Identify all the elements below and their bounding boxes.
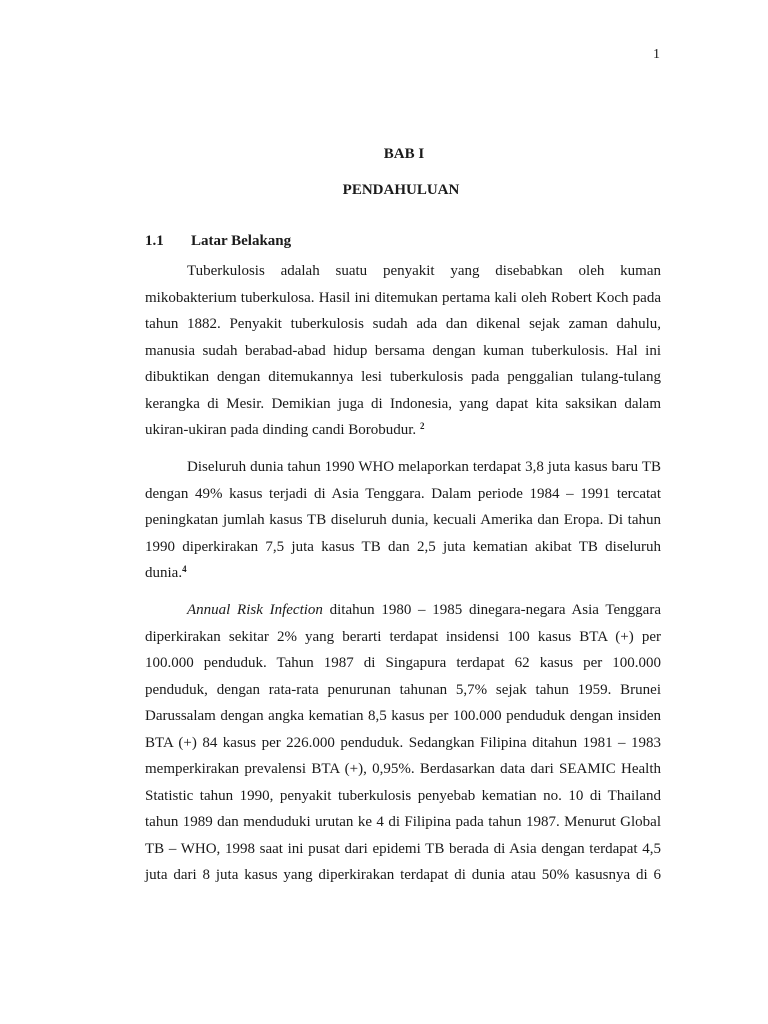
paragraph (145, 454, 661, 587)
body-text (145, 258, 661, 899)
section-title: Latar Belakang (191, 233, 292, 249)
paragraph (145, 258, 661, 444)
footnote-ref: 2 (419, 421, 425, 431)
paragraph (145, 597, 661, 889)
chapter-subtitle: PENDAHULUAN (342, 182, 460, 198)
page-number: 1 (653, 47, 660, 62)
italic-term: Annual Risk Infection (187, 602, 323, 618)
chapter-title: BAB I (383, 146, 425, 162)
paragraph-text: Diseluruh dunia tahun 1990 WHO melaporkan terdapat 3,8 juta kasus baru TB dengan 49% kasus terjadi di Asia Tenggara. Dalam periode 1984 – 1991 tercatat peningkatan jumlah kasus TB diseluruh dunia, kecuali Amerika dan Eropa. Di tahun 1990 diperkirakan 7,5 juta kasus TB dan 2,5 juta kematian akibat TB diseluruh dunia. (145, 459, 661, 581)
paragraph-text: ditahun 1980 – 1985 dinegara-negara Asia Tenggara diperkirakan sekitar 2% yang berarti terdapat insidensi 100 kasus BTA (+) per 100.000 penduduk. Tahun 1987 di Singapura terdapat 62 kasus per 100.000 penduduk, dengan rata-rata penurunan tahunan 5,7% sejak tahun 1959. Brunei Darussalam dengan angka kematian 8,5 kasus per 100.000 penduduk dengan insiden BTA (+) 84 kasus per 226.000 penduduk. Sedangkan Filipina ditahun 1981 – 1983 memperkirakan prevalensi BTA (+), 0,95%. Berdasarkan data dari SEAMIC Health Statistic tahun 1990, penyakit tuberkulosis penyebab kematian no. 10 di Thailand tahun 1989 dan menduduki urutan ke 4 di Filipina pada tahun 1987. Menurut Global TB – WHO, 1998 saat ini pusat dari epidemi TB berada di Asia dengan terdapat 4,5 juta dari 8 juta kasus yang diperkirakan terdapat di dunia atau 50% kasusnya di 6 (145, 602, 661, 883)
section-number: 1.1 (145, 233, 164, 249)
paragraph-text: Tuberkulosis adalah suatu penyakit yang disebabkan oleh kuman mikobakterium tuberkulosa. Hasil ini ditemukan pertama kali oleh Robert Koch pada tahun 1882. Penyakit tuberkulosis sudah ada dan dikenal sejak zaman dahulu, manusia sudah berabad-abad hidup bersama dengan kuman tuberkulosis. Hal ini dibuktikan dengan ditemukannya lesi tuberkulosis pada penggalian tulang-tulang kerangka di Mesir. Demikian juga di Indonesia, yang dapat kita saksikan dalam ukiran-ukiran pada dinding candi Borobudur. (145, 263, 661, 438)
footnote-ref: 4 (182, 564, 187, 574)
section-heading (145, 233, 291, 250)
